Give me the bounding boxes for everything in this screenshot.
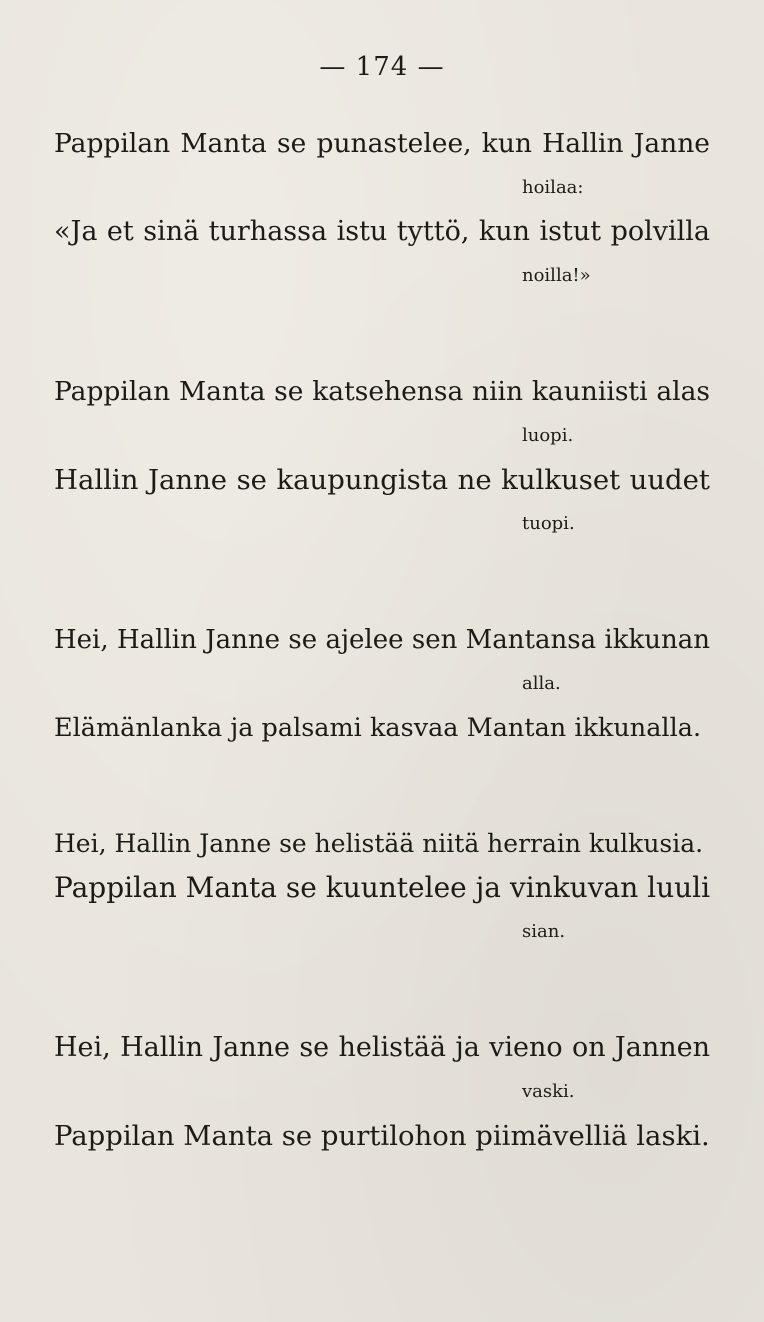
poem-line: Hallin Janne se kaupungista ne kulkuset uudet bbox=[54, 464, 710, 496]
stanza-gap bbox=[54, 298, 710, 370]
poem-line: Hei, Hallin Janne se helistää ja vieno on Jannen bbox=[54, 1032, 710, 1063]
stanza-4 bbox=[54, 822, 710, 954]
poem-line-continuation: luopi. bbox=[522, 425, 574, 446]
stanza-gap bbox=[54, 546, 710, 618]
poem-line: «Ja et sinä turhassa istu tyttö, kun istut polvilla bbox=[54, 216, 710, 247]
poem bbox=[54, 122, 710, 1158]
poem-line-continuation: vaski. bbox=[522, 1081, 575, 1102]
poem-line-continuation: tuopi. bbox=[522, 513, 575, 534]
poem-line: Elämänlanka ja palsami kasvaa Mantan ikkunalla. bbox=[54, 713, 702, 743]
poem-line: Pappilan Manta se katsehensa niin kauniisti alas bbox=[54, 376, 710, 407]
poem-line: Pappilan Manta se kuuntelee ja vinkuvan luuli bbox=[54, 871, 711, 904]
poem-line: Hei, Hallin Janne se ajelee sen Mantansa ikkunan bbox=[54, 625, 710, 655]
stanza-2 bbox=[54, 370, 710, 546]
poem-line: Pappilan Manta se punastelee, kun Hallin Janne bbox=[54, 128, 710, 159]
stanza-5 bbox=[54, 1026, 710, 1158]
poem-line-continuation: noilla!» bbox=[522, 265, 591, 286]
stanza-3 bbox=[54, 618, 710, 750]
stanza-1 bbox=[54, 122, 710, 298]
poem-line-continuation: hoilaa: bbox=[522, 177, 584, 198]
poem-line-continuation: sian. bbox=[522, 921, 566, 942]
stanza-gap bbox=[54, 954, 710, 1026]
poem-line: Hei, Hallin Janne se helistää niitä herrain kulkusia. bbox=[54, 829, 704, 858]
poem-line: Pappilan Manta se purtilohon piimävelliä laski. bbox=[54, 1120, 710, 1152]
poem-line-continuation: alla. bbox=[522, 673, 561, 694]
stanza-gap bbox=[54, 750, 710, 822]
page-number: — 174 — bbox=[319, 52, 445, 82]
